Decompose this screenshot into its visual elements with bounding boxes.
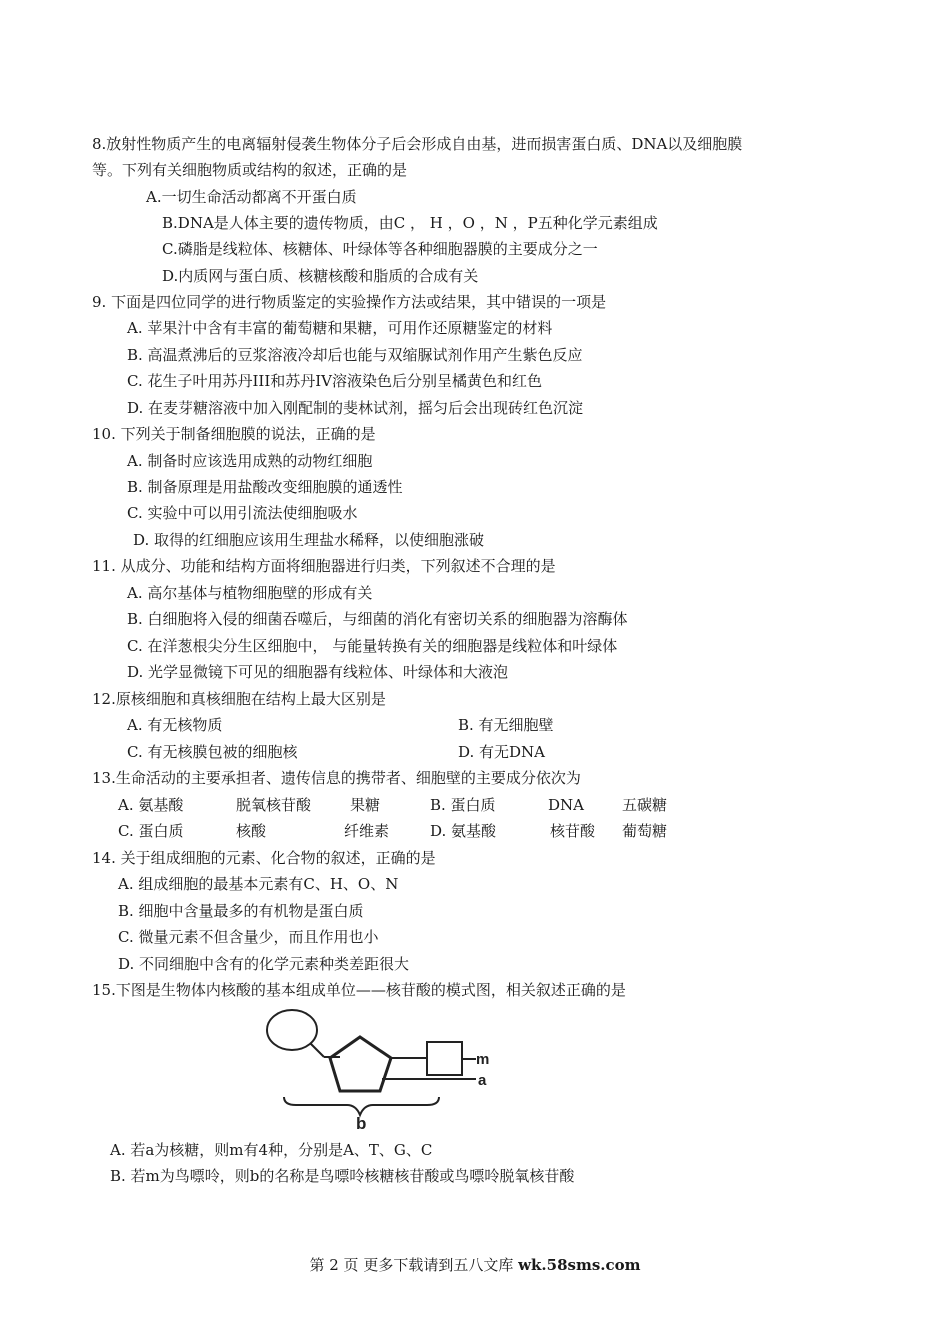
footer-page-text: 第 2 页 更多下载请到五八文库: [309, 1256, 514, 1274]
label-b: b: [356, 1114, 367, 1130]
q11-option-b: B. 白细胞将入侵的细菌吞噬后，与细菌的消化有密切关系的细胞器为溶酶体: [127, 610, 628, 628]
q14-option-a: A. 组成细胞的最基本元素有C、H、O、N: [118, 875, 399, 893]
q15-option-a: A. 若a为核糖，则m有4种，分别是A、T、G、C: [110, 1141, 433, 1159]
q13-option-a-item2: 脱氧核苷酸: [236, 796, 312, 814]
q11-stem: 11. 从成分、功能和结构方面将细胞器进行归类，下列叙述不合理的是: [92, 557, 556, 575]
label-a: a: [478, 1072, 487, 1089]
q8-option-c: C.磷脂是线粒体、核糖体、叶绿体等各种细胞器膜的主要成分之一: [162, 240, 598, 258]
q12-option-a: A. 有无核物质: [127, 716, 223, 734]
q14-option-c: C. 微量元素不但含量少，而且作用也小: [118, 928, 379, 946]
q13-stem: 13.生命活动的主要承担者、遗传信息的携带者、细胞壁的主要成分依次为: [92, 769, 581, 787]
footer-link[interactable]: wk.58sms.com: [518, 1256, 641, 1274]
q9-option-b: B. 高温煮沸后的豆浆溶液冷却后也能与双缩脲试剂作用产生紫色反应: [127, 346, 583, 364]
q9-option-c: C. 花生子叶用苏丹III和苏丹IV溶液染色后分别呈橘黄色和红色: [127, 372, 543, 390]
q11-option-a: A. 高尔基体与植物细胞壁的形成有关: [127, 584, 373, 602]
q10-option-c: C. 实验中可以用引流法使细胞吸水: [127, 504, 358, 522]
q11-option-d: D. 光学显微镜下可见的细胞器有线粒体、叶绿体和大液泡: [127, 663, 509, 681]
q12-option-b: B. 有无细胞壁: [458, 716, 554, 734]
q12-option-d: D. 有无DNA: [458, 743, 546, 761]
q14-option-b: B. 细胞中含量最多的有机物是蛋白质: [118, 902, 364, 920]
q13-option-d-label: D. 氨基酸: [430, 822, 497, 840]
phosphate-sugar-bond: [310, 1043, 324, 1057]
q13-option-c-label: C. 蛋白质: [118, 822, 184, 840]
q15-option-b: B. 若m为鸟嘌呤，则b的名称是鸟嘌呤核糖核苷酸或鸟嘌呤脱氧核苷酸: [110, 1167, 575, 1185]
brace-b: [284, 1097, 439, 1115]
q13-option-c-item2: 核酸: [236, 822, 267, 840]
q10-option-d: D. 取得的红细胞应该用生理盐水稀释，以使细胞涨破: [133, 531, 485, 549]
page-footer: [0, 1255, 950, 1275]
q8-stem-line1: 8.放射性物质产生的电离辐射侵袭生物体分子后会形成自由基，进而损害蛋白质、DNA以及细胞膜: [92, 135, 743, 153]
q13-option-d-item3: 葡萄糖: [622, 822, 668, 840]
q13-option-b-item2: DNA: [548, 796, 584, 814]
q15-stem: 15.下图是生物体内核酸的基本组成单位——核苷酸的模式图，相关叙述正确的是: [92, 981, 626, 999]
q13-option-b-item3: 五碳糖: [622, 796, 668, 814]
nitrogenous-base-square: [427, 1042, 462, 1075]
q10-option-a: A. 制备时应该选用成熟的动物红细胞: [127, 452, 373, 470]
nucleotide-diagram: [262, 1005, 502, 1130]
q8-option-b: B.DNA是人体主要的遗传物质，由C ， H ，O ，N ，P五种化学元素组成: [162, 214, 658, 232]
q13-option-d-item2: 核苷酸: [550, 822, 596, 840]
q13-option-b-label: B. 蛋白质: [430, 796, 496, 814]
q13-option-a-label: A. 氨基酸: [118, 796, 184, 814]
q13-option-a-item3: 果糖: [350, 796, 381, 814]
pentose-sugar-pentagon: [330, 1037, 391, 1091]
q8-option-a: A.一切生命活动都离不开蛋白质: [146, 188, 357, 206]
phosphate-circle: [267, 1010, 317, 1050]
q12-option-c: C. 有无核膜包被的细胞核: [127, 743, 298, 761]
q10-option-b: B. 制备原理是用盐酸改变细胞膜的通透性: [127, 478, 403, 496]
q11-option-c: C. 在洋葱根尖分生区细胞中， 与能量转换有关的细胞器是线粒体和叶绿体: [127, 637, 618, 655]
label-m: m: [476, 1051, 490, 1068]
q9-option-d: D. 在麦芽糖溶液中加入刚配制的斐林试剂，摇匀后会出现砖红色沉淀: [127, 399, 584, 417]
q8-stem-line2: 等。下列有关细胞物质或结构的叙述，正确的是: [92, 161, 408, 179]
q13-option-c-item3: 纤维素: [344, 822, 390, 840]
q8-option-d: D.内质网与蛋白质、核糖核酸和脂质的合成有关: [162, 267, 479, 285]
q12-stem: 12.原核细胞和真核细胞在结构上最大区别是: [92, 690, 386, 708]
q14-stem: 14. 关于组成细胞的元素、化合物的叙述，正确的是: [92, 849, 436, 867]
q10-stem: 10. 下列关于制备细胞膜的说法，正确的是: [92, 425, 376, 443]
q9-stem: 9. 下面是四位同学的进行物质鉴定的实验操作方法或结果，其中错误的一项是: [92, 293, 607, 311]
q9-option-a: A. 苹果汁中含有丰富的葡萄糖和果糖，可用作还原糖鉴定的材料: [127, 319, 553, 337]
q14-option-d: D. 不同细胞中含有的化学元素种类差距很大: [118, 955, 410, 973]
